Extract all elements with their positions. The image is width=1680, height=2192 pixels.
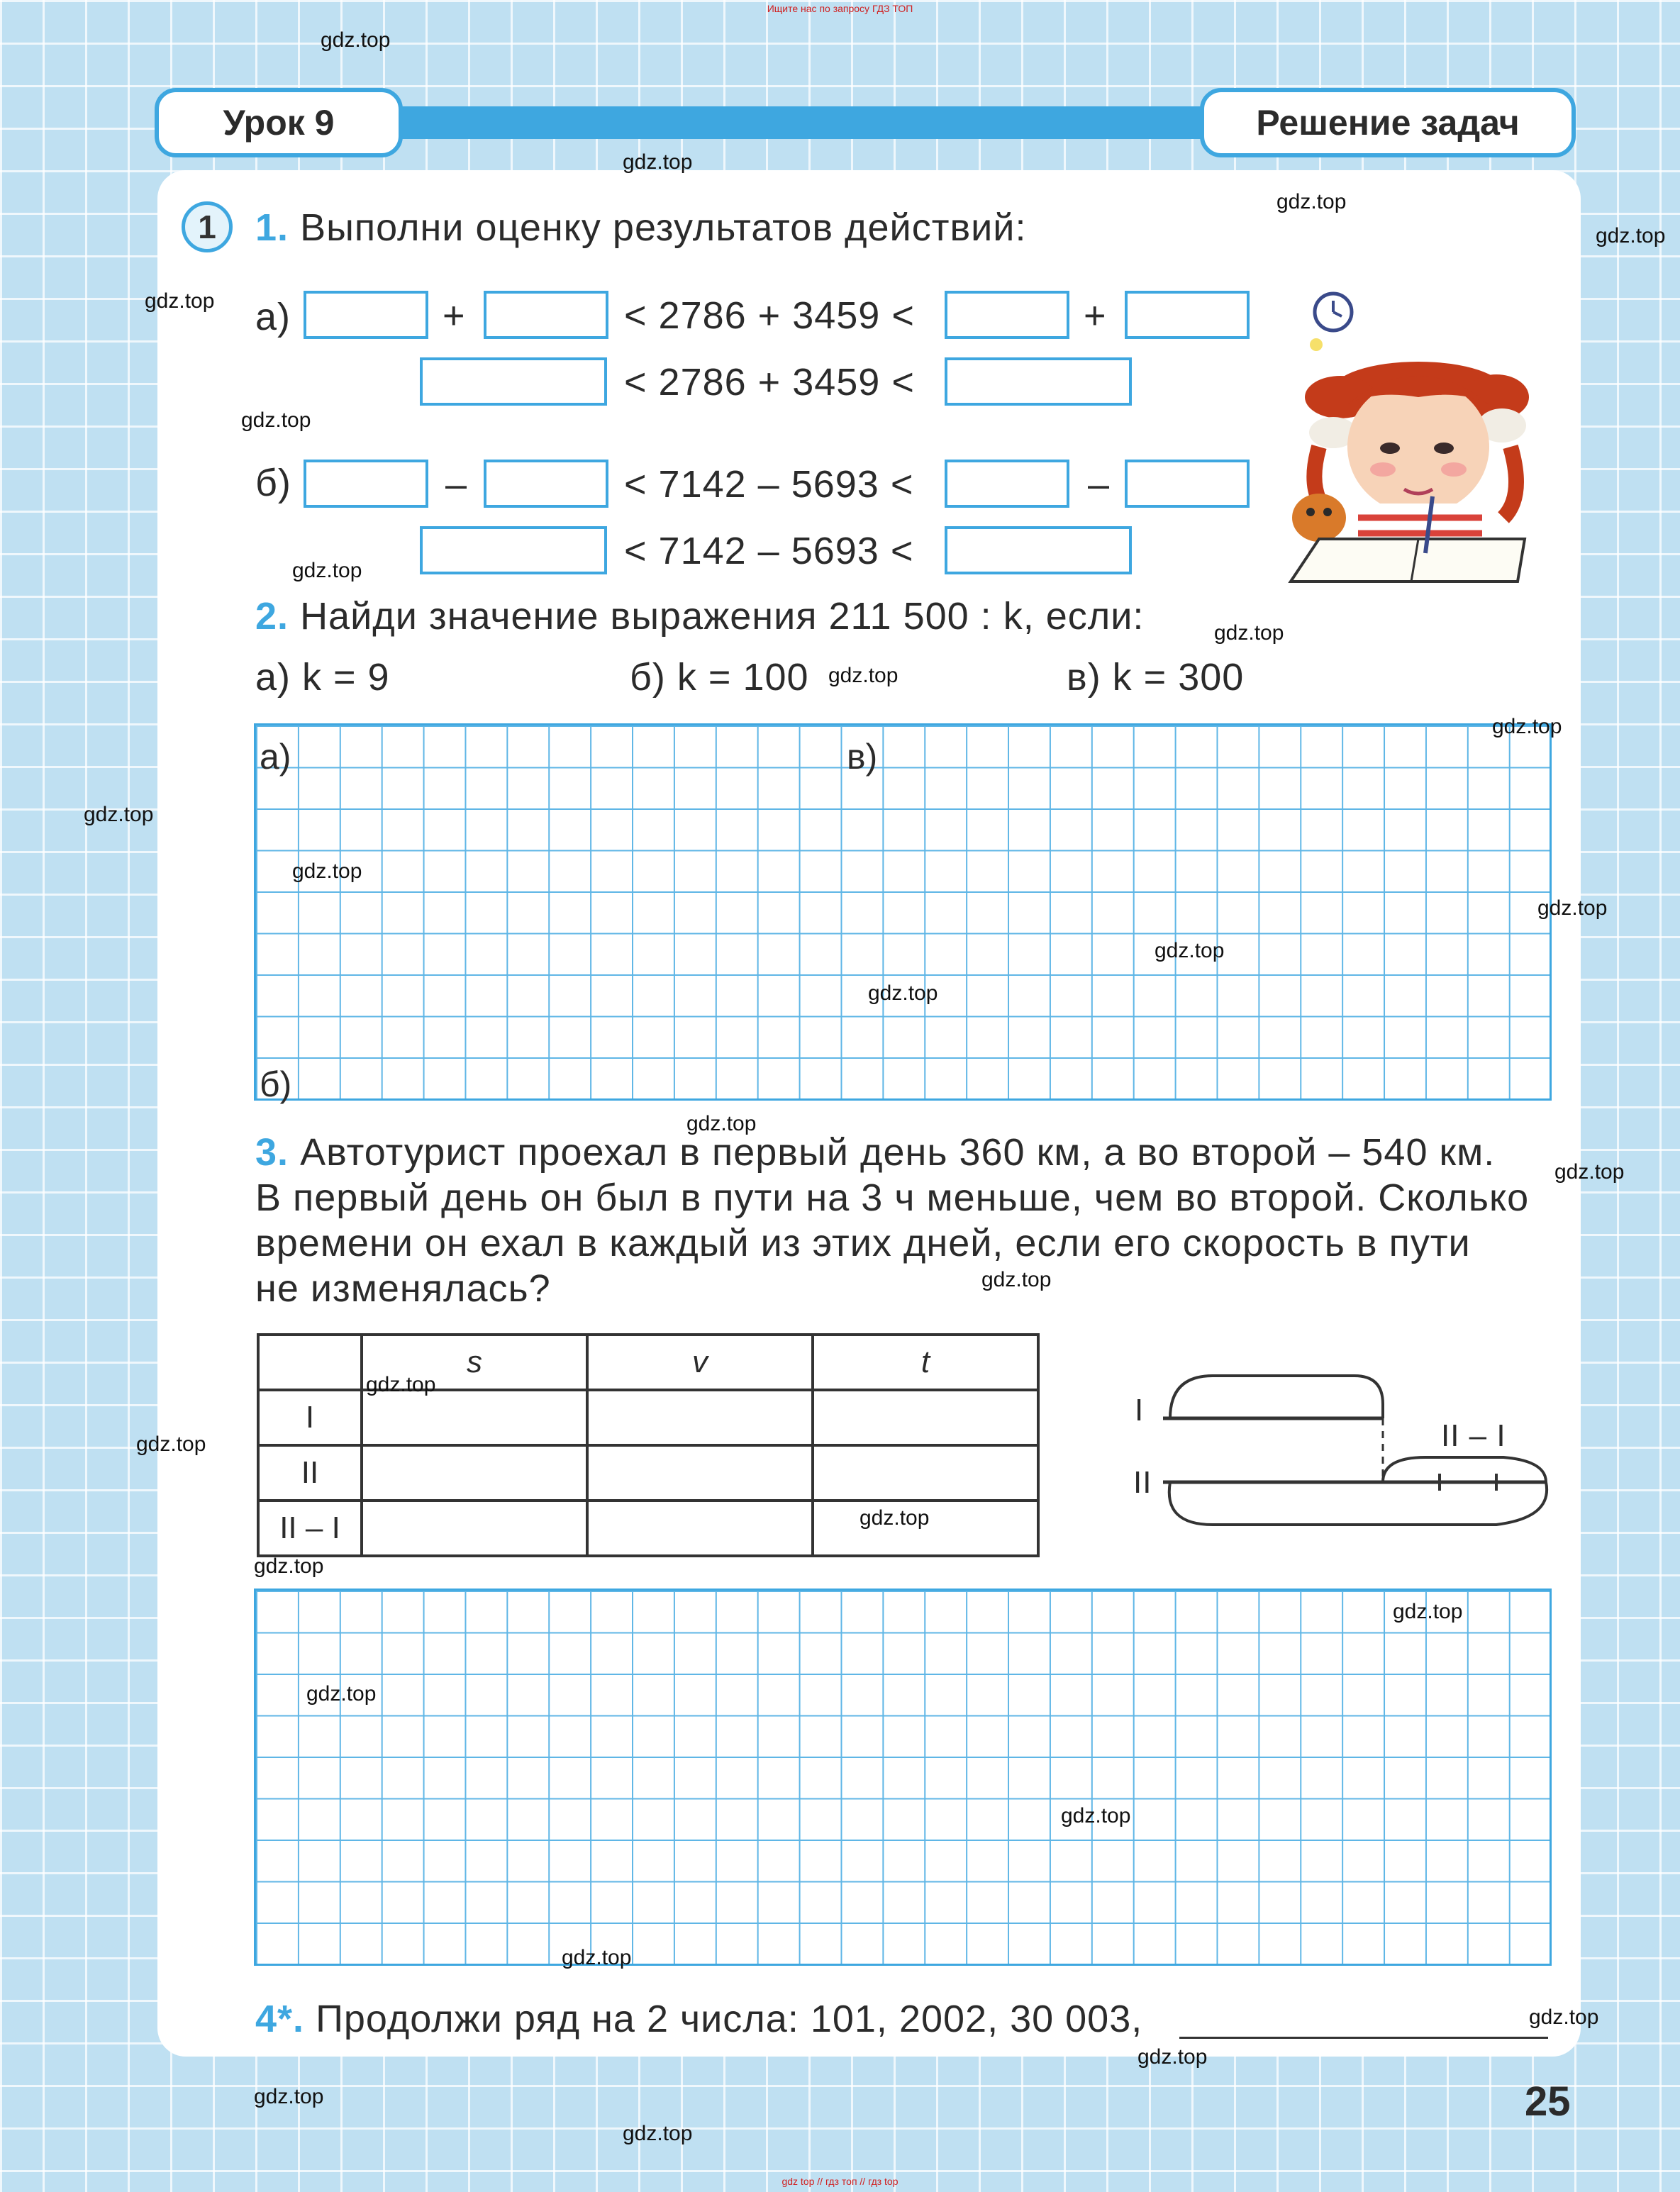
watermark: gdz.top <box>686 1112 757 1135</box>
task1a-expression-2: < 2786 + 3459 < <box>624 361 915 404</box>
task1-number: 1. <box>255 206 289 249</box>
table-header-cell <box>258 1335 362 1390</box>
watermark: gdz.top <box>860 1506 930 1530</box>
task1b-expression: < 7142 – 5693 < <box>624 463 914 506</box>
table-header-v: v <box>587 1335 813 1390</box>
table-cell[interactable] <box>587 1501 813 1556</box>
task1b-diff-low[interactable] <box>420 526 607 574</box>
task1a-sum-low[interactable] <box>420 357 607 406</box>
task3-text-1: Автотурист проехал в первый день 360 км, а во второй – 540 км. <box>300 1131 1496 1174</box>
watermark: gdz.top <box>292 559 362 582</box>
watermark: gdz.top <box>623 2122 693 2145</box>
task2-option-c: в) k = 300 <box>1067 656 1245 699</box>
task1a-box-3[interactable] <box>945 291 1069 339</box>
table-row-label-i: I <box>258 1390 362 1445</box>
watermark: gdz.top <box>1137 2045 1208 2069</box>
task4-line <box>255 1997 1142 2041</box>
watermark: gdz.top <box>254 2085 324 2108</box>
task1a-sum-high[interactable] <box>945 357 1132 406</box>
task3-line-2: В первый день он был в пути на 3 ч меньше, чем во второй. Сколько <box>255 1176 1530 1219</box>
task2-option-a: а) k = 9 <box>255 656 390 699</box>
watermark: gdz.top <box>1214 621 1284 645</box>
task1b-box-2[interactable] <box>484 460 608 508</box>
watermark: gdz.top <box>1061 1804 1131 1827</box>
task1a-box-2[interactable] <box>484 291 608 339</box>
watermark: gdz.top <box>1529 2005 1599 2029</box>
watermark: gdz.top <box>623 150 693 174</box>
task4-number: 4*. <box>255 1998 305 2040</box>
table-cell[interactable] <box>362 1501 587 1556</box>
task2-heading <box>255 594 1144 638</box>
plus-sign: + <box>1084 294 1107 337</box>
page-number: 25 <box>1525 2079 1571 2125</box>
table-cell[interactable] <box>362 1445 587 1501</box>
watermark: gdz.top <box>1537 896 1608 920</box>
watermark: gdz.top <box>366 1373 436 1396</box>
plus-sign: + <box>443 294 466 337</box>
diagram-label-diff: II – I <box>1441 1418 1506 1453</box>
grid-label-b: б) <box>260 1064 292 1104</box>
table-cell[interactable] <box>587 1390 813 1445</box>
task1b-box-4[interactable] <box>1125 460 1250 508</box>
minus-sign: – <box>1088 463 1111 506</box>
topic-tag: Решение задач <box>1200 88 1576 157</box>
task1b-diff-high[interactable] <box>945 526 1132 574</box>
table-cell[interactable] <box>813 1445 1038 1501</box>
diagram-label-ii: II <box>1133 1465 1152 1500</box>
task4-answer-line[interactable] <box>1179 2037 1548 2039</box>
table-header-s: s <box>362 1335 587 1390</box>
watermark: gdz.top <box>84 803 154 826</box>
diagram-label-i: I <box>1135 1393 1145 1428</box>
top-note: Ищите нас по запросу ГДЗ ТОП <box>767 3 913 14</box>
watermark: gdz.top <box>981 1268 1052 1291</box>
watermark: gdz.top <box>1554 1160 1625 1184</box>
watermark: gdz.top <box>1492 715 1562 738</box>
task2-number: 2. <box>255 595 289 638</box>
task1b-expression-2: < 7142 – 5693 < <box>624 530 914 572</box>
watermark: gdz.top <box>145 289 215 313</box>
task1-label-b: б) <box>255 462 291 504</box>
task1b-box-3[interactable] <box>945 460 1069 508</box>
watermark: gdz.top <box>1393 1600 1463 1623</box>
task1-heading <box>255 206 1026 250</box>
bottom-note: gdz top // гдз топ // гдз top <box>781 2176 899 2187</box>
task4-text: Продолжи ряд на 2 числа: 101, 2002, 30 003, <box>316 1998 1143 2040</box>
watermark: gdz.top <box>241 408 311 432</box>
table-header-t: t <box>813 1335 1038 1390</box>
segment-diagram <box>1128 1362 1567 1546</box>
watermark: gdz.top <box>1276 190 1347 213</box>
watermark: gdz.top <box>292 859 362 883</box>
header-bar <box>397 106 1213 139</box>
table-row-label-ii: II <box>258 1445 362 1501</box>
minus-sign: – <box>445 463 468 506</box>
task3-line-3: времени он ехал в каждый из этих дней, если его скорость в пути <box>255 1222 1471 1264</box>
task1a-box-4[interactable] <box>1125 291 1250 339</box>
table-cell[interactable] <box>813 1390 1038 1445</box>
task1b-box-1[interactable] <box>304 460 428 508</box>
task1-label-a: а) <box>255 296 291 338</box>
task2-text: Найди значение выражения 211 500 : k, если: <box>300 595 1145 638</box>
watermark: gdz.top <box>136 1432 206 1456</box>
watermark: gdz.top <box>254 1554 324 1578</box>
watermark: gdz.top <box>868 981 938 1005</box>
watermark: gdz.top <box>306 1682 377 1706</box>
task3-answer-grid[interactable] <box>254 1589 1552 1966</box>
task-marker: 1 <box>182 201 233 252</box>
grid-label-c: в) <box>847 737 878 777</box>
task1a-expression: < 2786 + 3459 < <box>624 294 915 337</box>
task3-line-4: не изменялась? <box>255 1267 551 1310</box>
watermark: gdz.top <box>1596 224 1666 247</box>
task1a-box-1[interactable] <box>304 291 428 339</box>
watermark: gdz.top <box>321 28 391 52</box>
grid-label-a: а) <box>260 737 291 777</box>
task3-number: 3. <box>255 1131 289 1174</box>
table-row-label-diff: II – I <box>258 1501 362 1556</box>
watermark: gdz.top <box>828 664 899 687</box>
task3-line-1 <box>255 1130 1495 1174</box>
watermark: gdz.top <box>562 1946 632 1969</box>
table-cell[interactable] <box>587 1445 813 1501</box>
table-cell[interactable] <box>362 1390 587 1445</box>
task1-text: Выполни оценку результатов действий: <box>300 206 1027 249</box>
task2-option-b: б) k = 100 <box>630 656 809 699</box>
watermark: gdz.top <box>1155 939 1225 962</box>
task2-answer-grid[interactable] <box>254 723 1552 1101</box>
lesson-tag: Урок 9 <box>155 88 403 157</box>
girl-writing-illustration <box>1276 284 1532 589</box>
